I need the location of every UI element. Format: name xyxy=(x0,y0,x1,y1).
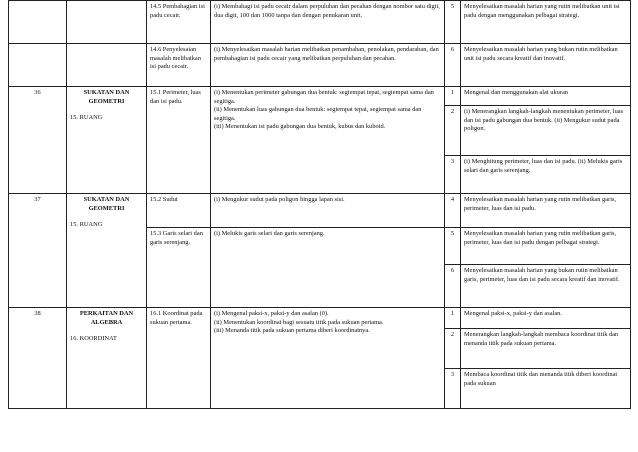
table-row xyxy=(9,44,631,87)
unit-cell xyxy=(67,194,147,308)
band-number: 2 xyxy=(445,329,461,369)
objective-cell xyxy=(211,194,445,228)
band-descriptor: (i) Menerangkan langkah-langkah menentukan perimeter, luas dan isi padu gabungan dua bentuk. (ii) Mengukur sudut pada poligon. xyxy=(461,106,631,156)
unit-cell xyxy=(67,1,147,44)
objective-text: (i) Menyelesaikan masalah harian melibatkan penambahan, penolakan, pendaraban, dan pembahagian isi padu cecair yang melibatkan perpuluhan dan pecahan. xyxy=(214,46,439,62)
band-descriptor: Menyelesaikan masalah harian yang rutin melibatkan garis, perimeter, luas dan isi padu dengan pelbagai strategi. xyxy=(461,228,631,265)
unit-cell xyxy=(67,44,147,87)
band-number: 5 xyxy=(445,228,461,265)
standard-cell: 14.6 Penyelesaian masalah melibatkan isi padu cecair. xyxy=(147,44,211,87)
unit-title: SUKATAN DAN GEOMETRI xyxy=(83,89,130,105)
week-number: 38 xyxy=(9,308,67,409)
band-number: 1 xyxy=(445,308,461,329)
standard-cell: 15.1 Perimeter, luas dan isi padu. xyxy=(147,87,211,194)
objective-text: (i) Mengenal paksi-x, paksi-y dan asalan (0). xyxy=(214,310,329,317)
unit-title: SUKATAN DAN GEOMETRI xyxy=(83,196,130,212)
band-number: 5 xyxy=(445,1,461,44)
objective-cell xyxy=(211,87,445,194)
unit-cell xyxy=(67,87,147,194)
week-number: 37 xyxy=(9,194,67,308)
band-number: 6 xyxy=(445,44,461,87)
band-descriptor: (i) Menghitung perimeter, luas dan isi padu. (ii) Melukis garis selari dan garis serenjang. xyxy=(461,156,631,194)
band-descriptor: Mengenal paksi-x, paksi-y dan asalan. xyxy=(461,308,631,329)
band-descriptor: Menyelesaikan masalah harian yang bukan rutin melibatkan garis, perimeter, luas dan isi padu secara kreatif dan inovatif. xyxy=(461,265,631,308)
objective-text: (ii) Menentukan luas gabungan dua bentuk: segiempat tepat, segiempat sama dan segitiga. xyxy=(214,106,422,122)
band-descriptor: Menerangkan langkah-langkah membaca koordinat titik dan menanda titik pada sukuan pertama. xyxy=(461,329,631,369)
objective-text: (ii) Menentukan koordinat bagi sesuatu titik pada sukuan pertama. xyxy=(214,318,384,326)
unit-title: PERKAITAN DAN ALGEBRA xyxy=(79,310,134,326)
objective-text: (i) Melukis garis selari dan garis serenjang. xyxy=(214,230,325,237)
standard-cell: 16.1 Koordinat pada sukuan pertama. xyxy=(147,308,211,409)
band-number: 1 xyxy=(445,87,461,106)
objective-text: (i) Menentukan perimeter gabungan dua bentuk: segiempat tepat, segiempat sama dan segitiga. xyxy=(214,89,434,105)
unit-cell xyxy=(67,308,147,409)
band-number: 3 xyxy=(445,156,461,194)
curriculum-table xyxy=(8,0,631,409)
band-descriptor: Mengenal dan menggunakan alat ukuran xyxy=(461,87,631,106)
standard-cell: 14.5 Pembahagian isi padu cecair. xyxy=(147,1,211,44)
unit-code: 16. KOORDINAT xyxy=(70,335,117,343)
band-descriptor: Menyelesaikan masalah harian yang rutin melibatkan garis, perimeter, luas dan isi padu. xyxy=(461,194,631,228)
band-number: 6 xyxy=(445,265,461,308)
band-number: 2 xyxy=(445,106,461,156)
standard-cell: 15.2 Sudut xyxy=(147,194,211,228)
objective-text: (iii) Menanda titik pada sukuan pertama diberi koordinatnya. xyxy=(214,327,370,335)
objective-cell xyxy=(211,228,445,308)
table-row xyxy=(9,87,631,106)
table-row xyxy=(9,308,631,329)
band-number: 4 xyxy=(445,194,461,228)
objective-cell xyxy=(211,44,445,87)
band-descriptor: Menyelesaikan masalah harian yang bukan rutin melibatkan unit isi padu secara kreatif dan inovatif. xyxy=(461,44,631,87)
unit-code: 15. RUANG xyxy=(70,221,103,229)
week-cell xyxy=(9,1,67,44)
band-number: 3 xyxy=(445,369,461,409)
week-cell xyxy=(9,44,67,87)
band-descriptor: Menyelesaikan masalah harian yang rutin melibatkan unit isi padu dengan menggunakan pelbagai strategi. xyxy=(461,1,631,44)
objective-cell xyxy=(211,308,445,409)
table-row xyxy=(9,1,631,44)
standard-cell: 15.3 Garis selari dan garis serenjang. xyxy=(147,228,211,308)
unit-code: 15. RUANG xyxy=(70,114,103,122)
objective-text: (i) Mengukur sudut pada poligon hingga lapan sisi. xyxy=(214,196,345,203)
objective-text: (i) Membahagi isi padu cecair dalam perpuluhan dan pecahan dengan nombor satu digit, dua digit, 100 dan 1000 tanpa dan dengan penukaran unit. xyxy=(214,3,440,19)
week-number: 36 xyxy=(9,87,67,194)
table-row xyxy=(9,194,631,228)
objective-cell xyxy=(211,1,445,44)
band-descriptor: Membaca koordinat titik dan menanda titik diberi koordinat pada sukuan xyxy=(461,369,631,409)
objective-text: (iii) Menentukan isi padu gabungan dua bentuk, kubus dan kuboid. xyxy=(214,123,386,131)
